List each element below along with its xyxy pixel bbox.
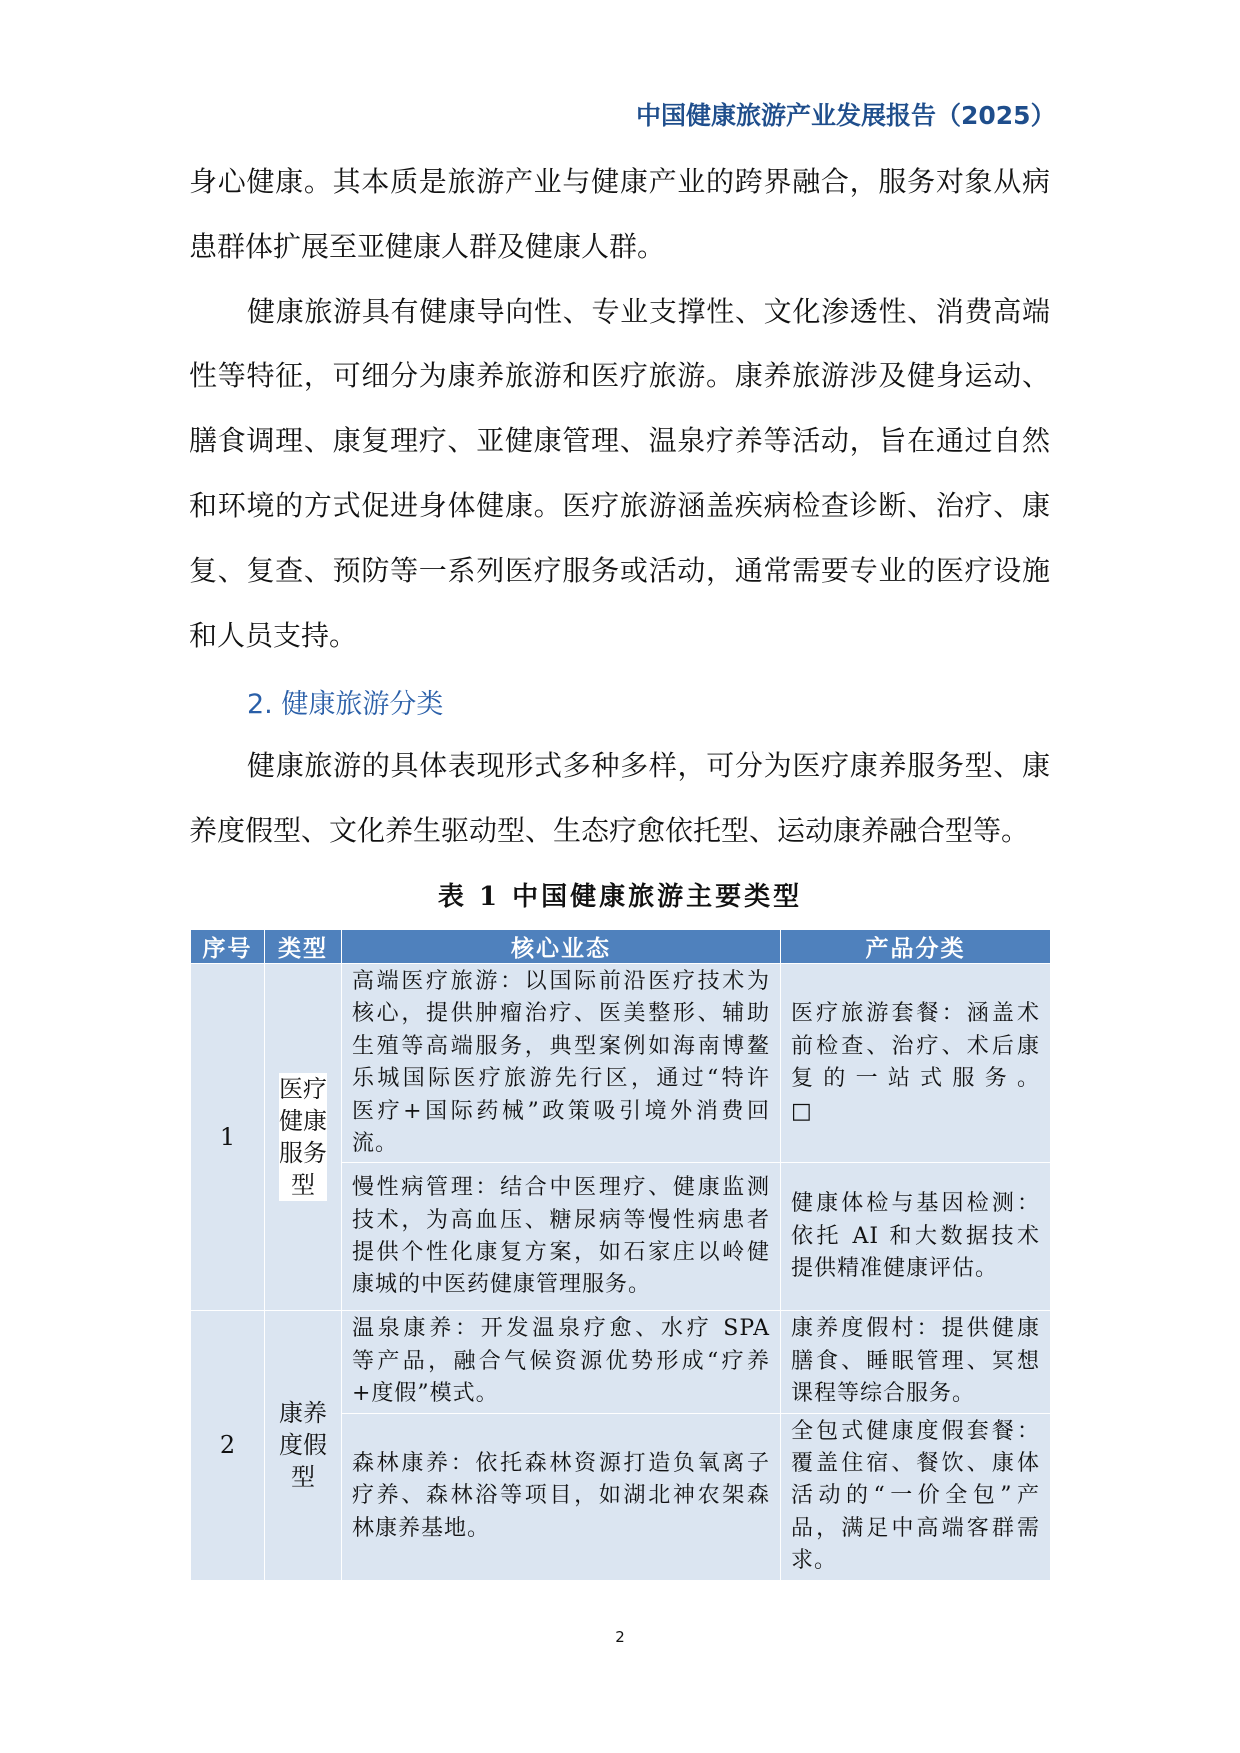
- product-line: 康养度假村：提供健康: [791, 1316, 1040, 1342]
- type-line: 型: [291, 1463, 315, 1492]
- core-line: 森林康养：依托森林资源打造负氧离子: [352, 1451, 770, 1477]
- cell-core: [342, 964, 781, 1163]
- cell-core: [342, 1163, 781, 1311]
- core-line: 技术，为高血压、糖尿病等慢性病患者: [352, 1207, 770, 1233]
- header-no: 序号: [191, 930, 265, 964]
- product-line: 膳食、睡眠管理、冥想: [791, 1348, 1040, 1374]
- section-heading: 2. 健康旅游分类: [247, 689, 444, 720]
- type-line: 医疗: [279, 1075, 327, 1104]
- core-line: 慢性病管理：结合中医理疗、健康监测: [352, 1175, 770, 1201]
- product-line: 前检查、治疗、术后康: [791, 1033, 1040, 1059]
- cell-product: [781, 1413, 1051, 1580]
- core-line: 温泉康养：开发温泉疗愈、水疗 SPA: [352, 1316, 770, 1342]
- header-type: 类型: [265, 930, 342, 964]
- type-label: [279, 1073, 327, 1201]
- core-line: 林康养基地。: [352, 1515, 491, 1541]
- product-line: 覆盖住宿、餐饮、康体: [791, 1451, 1040, 1477]
- paragraph-line: 和环境的方式促进身体健康。医疗旅游涵盖疾病检查诊断、治疗、康: [189, 489, 1050, 522]
- cell-product: [781, 1311, 1051, 1413]
- core-line: 疗养、森林浴等项目，如湖北神农架森: [352, 1483, 770, 1509]
- page-number: 2: [615, 1628, 625, 1646]
- cell-product: [781, 1163, 1051, 1311]
- paragraph-line: 和人员支持。: [189, 619, 358, 652]
- core-line: 生殖等高端服务，典型案例如海南博鳌: [352, 1033, 770, 1059]
- header-core: 核心业态: [342, 930, 781, 964]
- product-line: 复的一站式服务。: [791, 1066, 1040, 1092]
- paragraph-line: 养度假型、文化养生驱动型、生态疗愈依托型、运动康养融合型等。: [189, 814, 1030, 847]
- core-line: 医疗+国际药械”政策吸引境外消费回: [352, 1098, 770, 1124]
- product-line: □: [791, 1098, 813, 1124]
- paragraph-line: 身心健康。其本质是旅游产业与健康产业的跨界融合，服务对象从病: [189, 165, 1050, 198]
- paragraph-line: 膳食调理、康复理疗、亚健康管理、温泉疗养等活动，旨在通过自然: [189, 424, 1050, 457]
- product-line: 依托 AI 和大数据技术: [791, 1223, 1040, 1249]
- header-product: 产品分类: [781, 930, 1051, 964]
- paragraph-line: 复、复查、预防等一系列医疗服务或活动，通常需要专业的医疗设施: [189, 554, 1050, 587]
- type-line: 型: [291, 1171, 315, 1200]
- type-line: 康养: [279, 1399, 327, 1428]
- product-line: 医疗旅游套餐：涵盖术: [791, 1001, 1040, 1027]
- cell-type: [265, 1311, 342, 1580]
- table-header-row: [191, 930, 1051, 964]
- core-line: 流。: [352, 1131, 399, 1157]
- core-line: +度假”模式。: [352, 1381, 499, 1407]
- core-line: 等产品，融合气候资源优势形成“疗养: [352, 1348, 770, 1374]
- table-row: [191, 964, 1051, 1163]
- product-line: 健康体检与基因检测：: [791, 1191, 1040, 1217]
- core-line: 康城的中医药健康管理服务。: [352, 1272, 652, 1298]
- cell-no: 1: [191, 964, 265, 1311]
- product-line: 课程等综合服务。: [791, 1381, 976, 1407]
- cell-no: 2: [191, 1311, 265, 1580]
- product-line: 活动的“一价全包”产: [791, 1483, 1040, 1509]
- type-line: 度假: [279, 1431, 327, 1460]
- core-line: 高端医疗旅游：以国际前沿医疗技术为: [352, 969, 770, 994]
- product-line: 品，满足中高端客群需: [791, 1515, 1040, 1541]
- paragraph-line: 健康旅游具有健康导向性、专业支撑性、文化渗透性、消费高端: [247, 295, 1050, 328]
- paragraph-line: 患群体扩展至亚健康人群及健康人群。: [189, 230, 666, 263]
- paragraph-line: 健康旅游的具体表现形式多种多样，可分为医疗康养服务型、康: [247, 749, 1050, 782]
- cell-core: [342, 1413, 781, 1580]
- core-line: 乐城国际医疗旅游先行区，通过“特许: [352, 1066, 770, 1092]
- table-row: [191, 1311, 1051, 1413]
- product-line: 求。: [791, 1548, 838, 1574]
- type-line: 健康: [279, 1107, 327, 1136]
- cell-type: [265, 964, 342, 1311]
- core-line: 核心，提供肿瘤治疗、医美整形、辅助: [352, 1001, 770, 1027]
- product-line: 全包式健康度假套餐：: [791, 1418, 1040, 1444]
- core-line: 提供个性化康复方案，如石家庄以岭健: [352, 1239, 770, 1265]
- paragraph-line: 性等特征，可细分为康养旅游和医疗旅游。康养旅游涉及健身运动、: [189, 359, 1050, 392]
- running-header: 中国健康旅游产业发展报告（2025）: [636, 101, 1056, 130]
- cell-product: [781, 964, 1051, 1163]
- type-label: [279, 1397, 327, 1493]
- product-line: 提供精准健康评估。: [791, 1256, 999, 1282]
- cell-core: [342, 1311, 781, 1413]
- table-title: 表 1 中国健康旅游主要类型: [437, 882, 803, 912]
- type-line: 服务: [279, 1139, 327, 1168]
- health-tourism-types-table: [190, 929, 1051, 1581]
